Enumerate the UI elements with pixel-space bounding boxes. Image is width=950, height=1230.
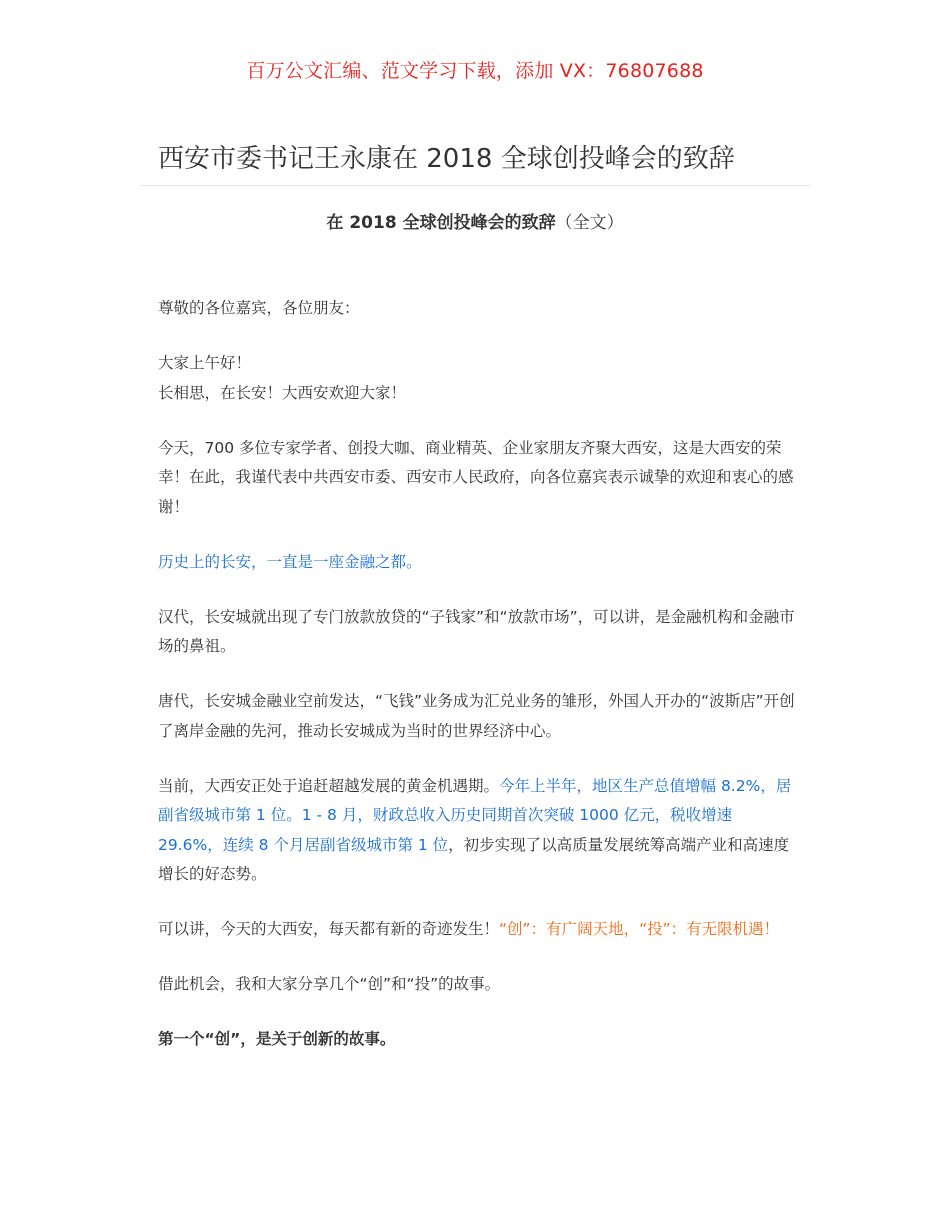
current-conclusion: ，初步实现了以高质量发展统筹高端产业和高速度增长的好态势。 [158,835,790,883]
paragraph-share: 借此机会，我和大家分享几个“创”和“投”的故事。 [158,975,501,993]
paragraph-tang: 唐代，长安城金融业空前发达，“飞钱”业务成为汇兑业务的雏形，外国人开办的“波斯店”开创了离岸金融的先河，推动长安城成为当时的世界经济中心。 [158,692,795,740]
current-intro: 当前，大西安正处于追赶超越发展的黄金机遇期。 [158,776,500,795]
paragraph-han: 汉代，长安城就出现了专门放款放贷的“子钱家”和“放款市场”，可以讲，是金融机构和金融市场的鼻祖。 [158,607,795,655]
article-body [158,294,798,1080]
paragraph-history-heading: 历史上的长安，一直是一座金融之都。 [158,552,422,571]
paragraph-welcome: 今天，700 多位专家学者、创投大咖、商业精英、企业家朋友齐聚大西安，这是大西安的荣幸！在此，我谨代表中共西安市委、西安市人民政府，向各位嘉宾表示诚挚的欢迎和衷心的感谢！ [158,438,794,516]
subtitle-suffix: （全文） [555,213,624,233]
subtitle-bold: 在 2018 全球创投峰会的致辞 [326,213,556,233]
paragraph-first-story: 第一个“创”，是关于创新的故事。 [158,1030,396,1048]
page-title: 西安市委书记王永康在 2018 全球创投峰会的致辞 [158,144,735,174]
paragraph-current [158,772,798,890]
current-stats-highlight: 今年上半年，地区生产总值增幅 8.2%，居副省级城市第 1 位。1 - 8 月，财政总收入历史同期首次突破 1000 亿元，税收增速 29.6%，连续 8 个月居副省级城市第 1 位 [158,776,792,854]
miracle-highlight: “创”：有广阔天地，“投”：有无限机遇！ [499,920,780,938]
subtitle [0,208,950,233]
watermark-text: 百万公文汇编、范文学习下载，添加 VX：76807688 [246,60,704,82]
paragraph-greeting: 尊敬的各位嘉宾，各位朋友： [158,299,360,317]
paragraph-miracle [158,915,798,945]
paragraph-morning [158,349,798,408]
morning-line-1: 大家上午好！ [158,354,252,372]
miracle-intro: 可以讲，今天的大西安，每天都有新的奇迹发生！ [158,920,500,938]
title-divider [140,185,810,186]
morning-line-2: 长相思，在长安！大西安欢迎大家！ [158,383,407,402]
